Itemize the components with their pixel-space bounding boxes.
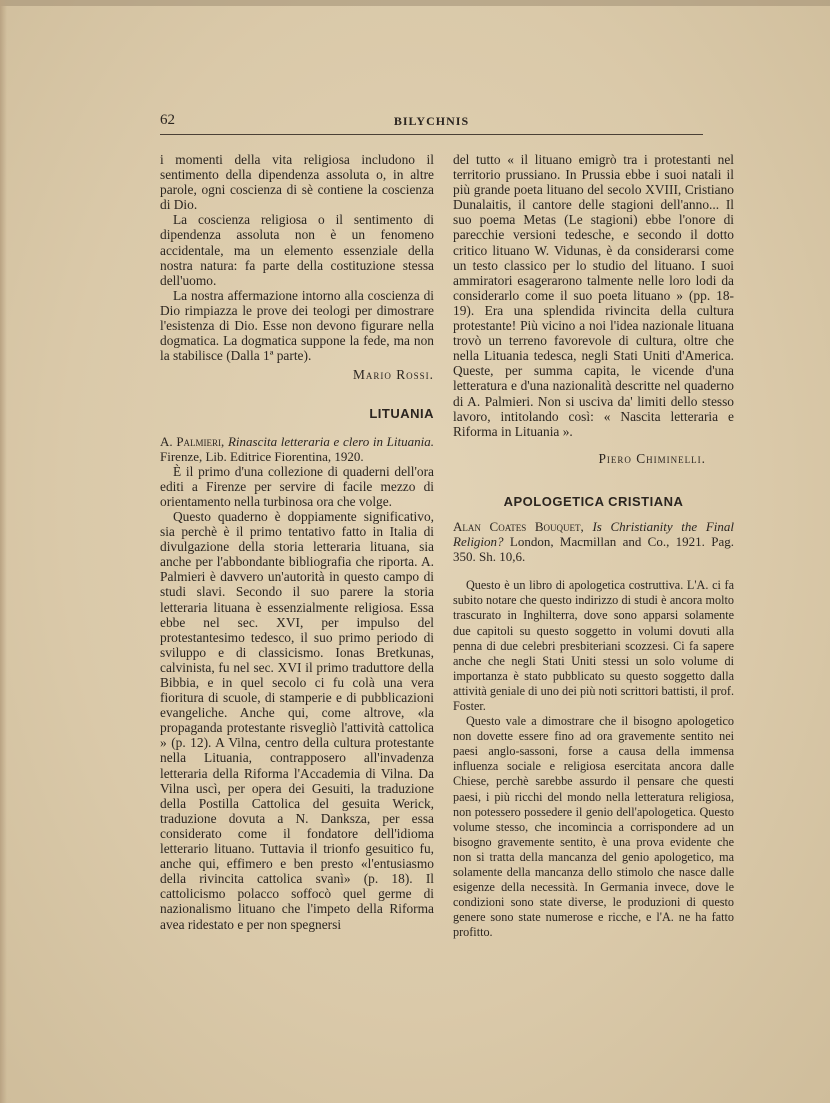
book-publication: London, Macmillan and Co., 1921. Pag. 350. Sh. 10,6. (453, 534, 735, 565)
book-publication: Firenze, Lib. Editrice Fiorentina, 1920. (160, 448, 364, 464)
page-edge (0, 0, 830, 6)
signature: Mario Rossi. (352, 367, 434, 383)
book-author: Alan Coates Bouquet, (453, 518, 584, 534)
paragraph: Questo è un libro di apologetica costruttiva. L'A. ci fa subito notare che questo indirizzo di studi è ancora molto trascurato in Inghilterra, dove sono apparsi solamente due capitoli su questo soggetto in volumi dovuti alla penna di due celebri presbiteriani scozzesi. Ci fa sapere anche che negli Stati Uniti stessi un solo volume di importanza è stato pubblicato su questo soggetto dalla attività geniale di uno dei più noti scrittori battisti, il prof. Foster. (453, 578, 734, 713)
book-title: Rinascita letteraria e clero in Lituania. (227, 433, 435, 449)
paragraph: del tutto « il lituano emigrò tra i protestanti nel territorio prussiano. In Prussia ebbe i suoi natali il più grande poeta lituano del secolo XVIII, Cristiano Dunalaitis, il cantore delle stagioni dell'anno... Il suo poema Metas (Le stagioni) ebbe l'onore di parecchie versioni tedesche, e secondo il dotto critico lituano W. Vidunas, è da considerarsi come un testo classico per lo studio del lituano. I suoi ammiratori esagerarono talmente nelle loro lodi da considerarlo come il suo poeta lituano » (pp. 18-19). Era una splendida rivincita della cultura protestante! Più vicino a noi l'idea nazionale lituana trovò un terreno favorevole di cultura, oltre che nella Lituania tedesca, negli Stati Uniti d'America. Queste, per summa capita, le vicende d'una letteratura e d'una nazionalità descritte nel quaderno di A. Palmieri. Non si usciva da' limiti dello stesso lavoro, intitolando così: « Nascita letteraria e Riforma in Lituania ». (453, 152, 734, 439)
right-column (453, 152, 734, 941)
paragraph: La nostra affermazione intorno alla coscienza di Dio rimpiazza le prove dei teologi per dimostrare l'esistenza di Dio. Esse non devono figurare nella dogmatica. La dogmatica suppone la fede, ma non la stabilisce (Dalla 1ª parte). (160, 287, 434, 364)
bibliographic-entry (160, 434, 434, 464)
page-header (160, 112, 703, 135)
page-number: 62 (160, 112, 175, 128)
page-edge-left (0, 0, 7, 1103)
signature: Piero Chiminelli. (598, 450, 706, 466)
running-head: BILYCHNIS (393, 114, 470, 128)
paragraph: Questo vale a dimostrare che il bisogno apologetico non dovette essere fino ad ora gravemente sentito nei paesi anglo-sassoni, forse a causa della immensa influenza sociale e religiosa esercitata ancora dalle Chiese, perchè sarebbe assurdo il pensare che questi paesi, i più ricchi del mondo nella letteratura religiosa, non potessero possedere il genio dell'apologetica. Questo volume stesso, che incomincia a corrispondere ad un bisogno gravemente sentito, è una prova evidente che non si tratta della mancanza del genio apologetico, ma solamente della mancanza dello stimolo che nasce dalle esigenze della necessità. In Germania invece, dove le condizioni sono state diverse, le produzioni di questo genere sono state numerose e ricche, e l'A. ne ha fatto profitto. (453, 714, 734, 940)
left-column (160, 152, 434, 932)
paragraph: i momenti della vita religiosa includono il sentimento della dipendenza assoluta o, in altre parole, ogni coscienza di sè contiene la coscienza di Dio. (160, 152, 434, 213)
paragraph: Questo quaderno è doppiamente significativo, sia perchè è il primo tentativo fatto in Italia di divulgazione della storia letteraria lituana, sia anche per l'abbondante bibliografia che riporta. A. Palmieri è davvero un'autorità in questo campo di studi slavi. Secondo il suo parere la storia letteraria lituana è essenzialmente religiosa. Essa ebbe nel sec. XVI, per impulso del protestantesimo tedesco, il suo primo periodo di sviluppo e di classicismo. Ionas Bretkunas, calvinista, fu nel sec. XVI il primo traduttore della Bibbia, e in quel secolo ci fu colà una vera fioritura di scuole, di stamperie e di pubblicazioni evangeliche. Anche qui, come altrove, «la propaganda protestante risvegliò l'attività cattolica » (p. 12). A Vilna, centro della cultura protestante nella Lituania, contrapposero all'invadenza letteraria della Riforma l'Accademia di Vilna. Da Vilna uscì, per opera dei Gesuiti, la traduzione della Postilla Cattolica del gesuita Werick, traduzione dovuta a N. Danksza, per essa considerato come il fondatore dell'idioma letterario lituano. Tuttavia il trionfo gesuitico fu, anche qui, effimero e ben presto «l'entusiasmo della rivincita cattolica svanì» (p. 18). Il cattolicismo polacco soffocò quel germe di nazionalismo lituano che l'impeto della Riforma avea ridestato e per non spegnersi (160, 508, 434, 932)
paragraph: È il primo d'una collezione di quaderni dell'ora editi a Firenze per servire di facile mezzo di orientamento nella turbinosa ora che volge. (160, 463, 434, 509)
book-title: Is Christianity the Final Religion? (453, 518, 734, 550)
bibliographic-entry (453, 519, 734, 564)
book-author: A. Palmieri, (160, 433, 225, 449)
section-title: LITUANIA (369, 406, 434, 422)
section-title: APOLOGETICA CRISTIANA (503, 493, 684, 509)
paragraph: La coscienza religiosa o il sentimento di dipendenza assoluta non è un fenomeno accidentale, ma un elemento essenziale della nostra natura: fa parte della costituzione stessa dell'uomo. (160, 212, 434, 288)
